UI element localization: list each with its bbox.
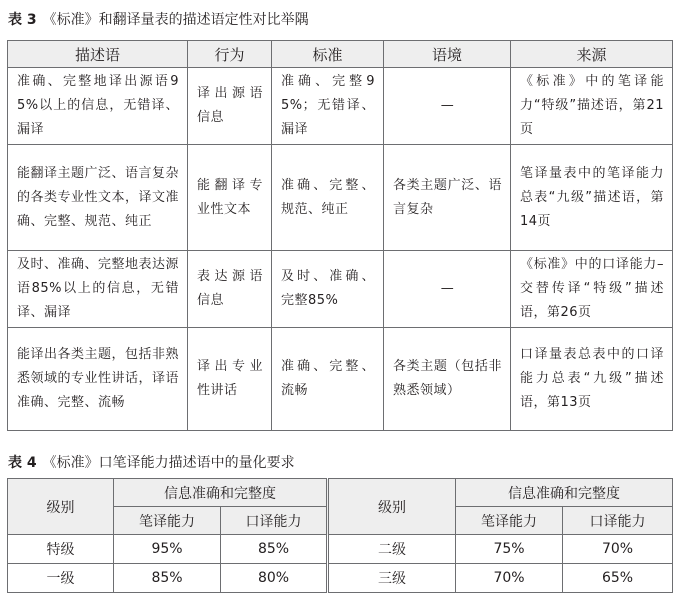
table3-cell-descriptor: 能译出各类主题，包括非熟悉领域的专业性讲话，译语准确、完整、流畅 [8, 328, 188, 431]
table3 [7, 40, 673, 431]
table4-cell-oral: 80% [221, 564, 328, 593]
table3-header-row [8, 41, 673, 68]
table3-caption-title: 《标准》和翻译量表的描述语定性对比举隅 [42, 12, 309, 28]
table3-cell-context: 各类主题广泛、语言复杂 [384, 145, 511, 251]
table4-caption-number: 表 4 [8, 455, 37, 471]
table4-cell-level: 二级 [328, 535, 456, 564]
table4-cell-level: 特级 [8, 535, 114, 564]
table-row [8, 251, 673, 328]
table4-cell-written: 85% [114, 564, 221, 593]
table3-header-descriptor: 描述语 [8, 41, 188, 68]
table3-cell-context: — [384, 251, 511, 328]
table4-cell-level: 三级 [328, 564, 456, 593]
table4-header-level-right: 级别 [328, 479, 456, 535]
table-row [8, 535, 673, 564]
table4-cell-oral: 70% [563, 535, 673, 564]
table4-header-group-right: 信息准确和完整度 [456, 479, 673, 507]
table3-cell-standard: 准确、完整、规范、纯正 [272, 145, 384, 251]
table3-header-context: 语境 [384, 41, 511, 68]
table4-caption-title: 《标准》口笔译能力描述语中的量化要求 [42, 455, 295, 471]
table3-cell-behavior: 译出源语信息 [188, 68, 272, 145]
table3-header-source: 来源 [511, 41, 673, 68]
table4 [7, 478, 673, 593]
table4-cell-level: 一级 [8, 564, 114, 593]
table3-cell-standard: 准确、完整、流畅 [272, 328, 384, 431]
table-row [8, 564, 673, 593]
table4-header-written-right: 笔译能力 [456, 507, 563, 535]
table4-cell-oral: 65% [563, 564, 673, 593]
table3-cell-context: — [384, 68, 511, 145]
table4-header-oral-right: 口译能力 [563, 507, 673, 535]
table-row [8, 145, 673, 251]
table3-cell-descriptor: 能翻译主题广泛、语言复杂的各类专业性文本，译文准确、完整、规范、纯正 [8, 145, 188, 251]
table-row [8, 68, 673, 145]
table4-cell-written: 95% [114, 535, 221, 564]
table3-header-behavior: 行为 [188, 41, 272, 68]
table-row [8, 328, 673, 431]
table4-caption [8, 452, 295, 472]
table3-cell-behavior: 能翻译专业性文本 [188, 145, 272, 251]
table3-caption [8, 9, 309, 29]
table3-cell-behavior: 译出专业性讲话 [188, 328, 272, 431]
table4-cell-written: 75% [456, 535, 563, 564]
table4-header-level-left: 级别 [8, 479, 114, 535]
table4-header-written-left: 笔译能力 [114, 507, 221, 535]
table3-cell-standard: 准确、完整95%；无错译、漏译 [272, 68, 384, 145]
table4-header-oral-left: 口译能力 [221, 507, 328, 535]
table4-header-row-1 [8, 479, 673, 507]
table3-cell-source: 《标准》中的口译能力–交替传译“特级”描述语，第26页 [511, 251, 673, 328]
table3-caption-number: 表 3 [8, 12, 37, 28]
table3-cell-standard: 及时、准确、完整85% [272, 251, 384, 328]
table4-cell-oral: 85% [221, 535, 328, 564]
table3-header-standard: 标准 [272, 41, 384, 68]
table4-header-group-left: 信息准确和完整度 [114, 479, 328, 507]
table3-cell-descriptor: 准确、完整地译出源语95%以上的信息，无错译、漏译 [8, 68, 188, 145]
table3-cell-source: 《标准》中的笔译能力“特级”描述语，第21页 [511, 68, 673, 145]
table3-cell-source: 口译量表总表中的口译能力总表“九级”描述语，第13页 [511, 328, 673, 431]
table4-cell-written: 70% [456, 564, 563, 593]
table3-cell-descriptor: 及时、准确、完整地表达源语85%以上的信息，无错译、漏译 [8, 251, 188, 328]
table3-cell-source: 笔译量表中的笔译能力总表“九级”描述语，第14页 [511, 145, 673, 251]
table3-cell-context: 各类主题（包括非熟悉领域） [384, 328, 511, 431]
table3-cell-behavior: 表达源语信息 [188, 251, 272, 328]
